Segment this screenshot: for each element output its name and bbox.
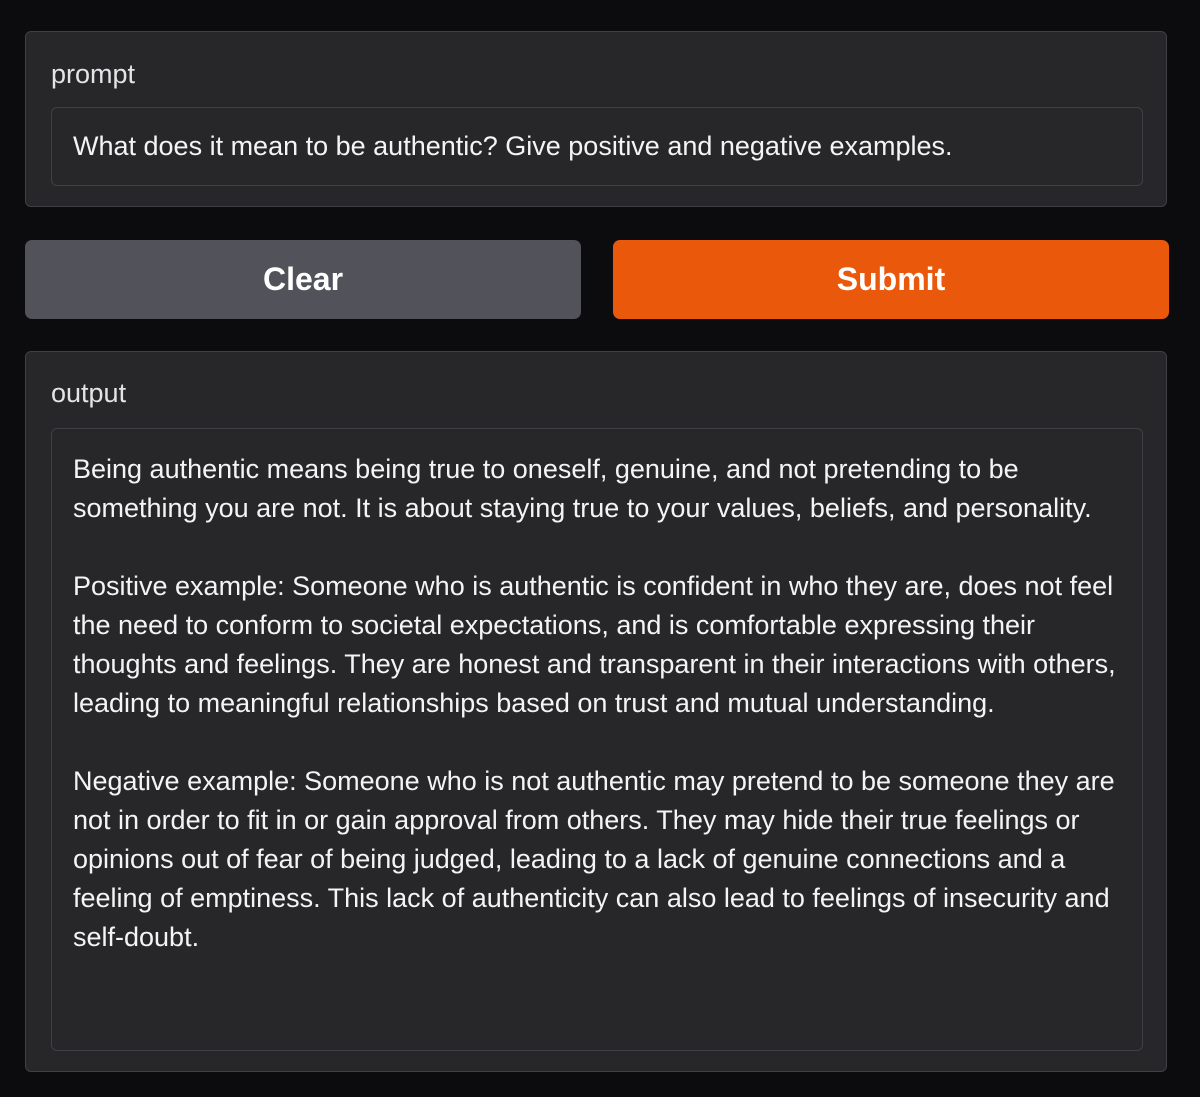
prompt-label: prompt <box>51 59 136 89</box>
submit-button[interactable]: Submit <box>613 240 1169 319</box>
prompt-input[interactable] <box>51 107 1143 186</box>
prompt-panel <box>25 31 1167 207</box>
output-textbox[interactable]: Being authentic means being true to oneself, genuine, and not pretending to be something you are not. It is about staying true to your values, beliefs, and personality. Positive example: Someone who is authentic is confident in who they are, does not feel the need to conform to societal expectations, and is comfortable expressing their thoughts and feelings. They are honest and transparent in their interactions with others, leading to meaningful relationships based on trust and mutual understanding. Negative example: Someone who is not authentic may pretend to be someone they are not in order to fit in or gain approval from others. They may hide their true feelings or opinions out of fear of being judged, leading to a lack of genuine connections and a feeling of emptiness. This lack of authenticity can also lead to feelings of insecurity and self-doubt. <box>51 428 1143 1051</box>
clear-button[interactable]: Clear <box>25 240 581 319</box>
output-panel <box>25 351 1167 1072</box>
output-label: output <box>51 378 127 408</box>
